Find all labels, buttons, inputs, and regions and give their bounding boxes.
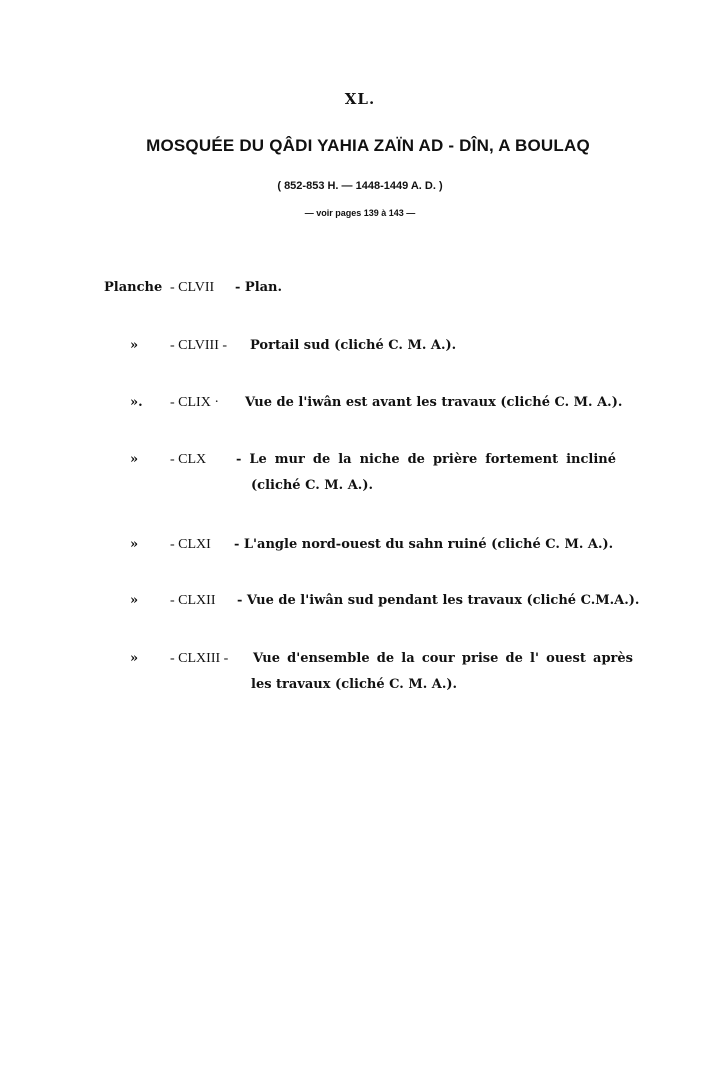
plate-description: - Vue de l'iwân sud pendant les travaux (cliché C.M.A.). xyxy=(237,593,640,608)
plate-numeral: - CLVIII - xyxy=(170,338,228,353)
page-title: MOSQUÉE DU QÂDI YAHIA ZAÏN AD - DÎN, A BOULAQ xyxy=(146,136,590,155)
ditto-mark: » xyxy=(130,593,139,608)
plate-description: Vue de l'iwân est avant les travaux (cliché C. M. A.). xyxy=(245,395,623,410)
plate-description: - L'angle nord-ouest du sahn ruiné (cliché C. M. A.). xyxy=(234,537,614,552)
ditto-mark: » xyxy=(130,452,139,467)
plate-numeral: - CLVII xyxy=(170,280,215,295)
plate-description: - Plan. xyxy=(235,280,283,295)
plate-numeral: - CLXIII - xyxy=(170,651,229,666)
plate-description: - Le mur de la niche de prière fortement incliné xyxy=(236,452,616,467)
date-range: ( 852-853 H. — 1448-1449 A. D. ) xyxy=(277,180,443,192)
plate-numeral: - CLX xyxy=(170,452,207,467)
plate-description-continued: les travaux (cliché C. M. A.). xyxy=(251,677,458,692)
plate-description: Portail sud (cliché C. M. A.). xyxy=(250,338,457,353)
plate-numeral: - CLXI xyxy=(170,537,211,552)
plate-description: Vue d'ensemble de la cour prise de l' ouest après xyxy=(253,651,633,666)
pages-reference: — voir pages 139 à 143 — xyxy=(304,208,416,218)
ditto-mark: » xyxy=(130,338,139,353)
plate-lead: Planche xyxy=(104,280,163,295)
section-number: XL. xyxy=(344,90,376,108)
ditto-mark: » xyxy=(130,537,139,552)
ditto-mark: » xyxy=(130,651,139,666)
ditto-mark: ». xyxy=(130,395,143,410)
plate-numeral: - CLXII xyxy=(170,593,216,608)
plate-description-continued: (cliché C. M. A.). xyxy=(251,478,374,493)
plate-numeral: - CLIX · xyxy=(170,395,219,410)
